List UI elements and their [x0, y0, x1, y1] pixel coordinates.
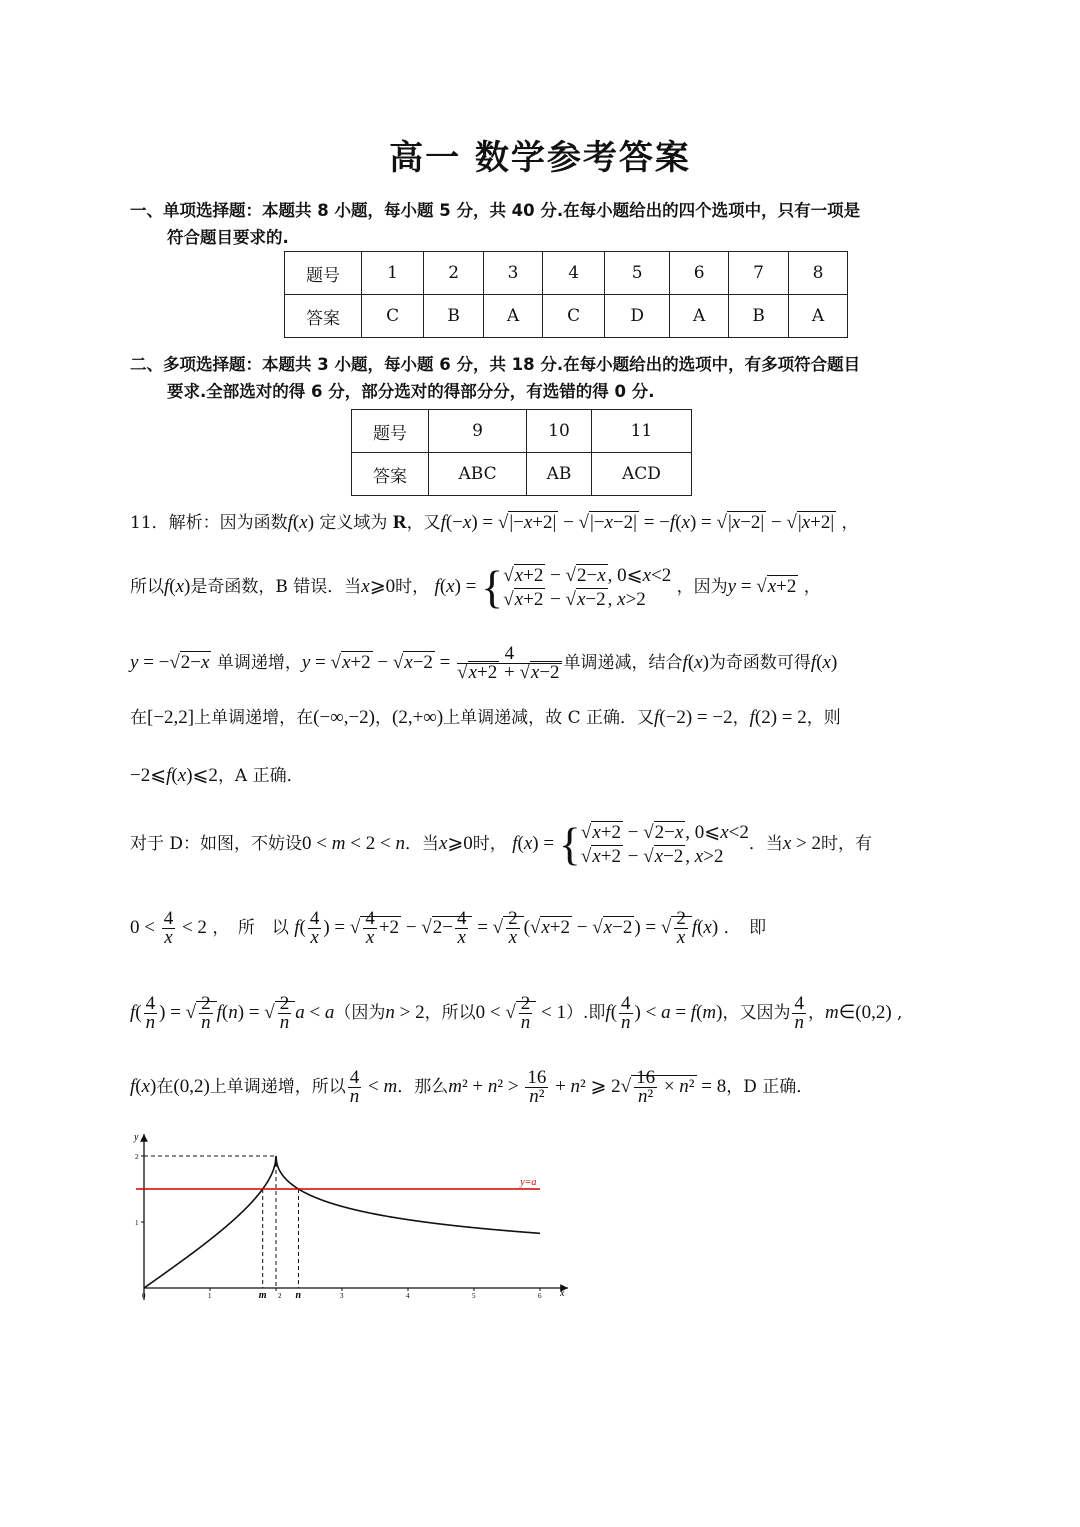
math: 0 < √ $\frac{2}{n}$ < 1 — [475, 993, 566, 1034]
math: x⩾0 — [438, 833, 473, 854]
table1-number: 2 — [424, 252, 484, 295]
solution-line-7 — [130, 908, 766, 948]
math: f(2) = 2 — [749, 707, 807, 728]
text: 单调递减，结合 — [563, 653, 683, 673]
x-tick-label: 6 — [538, 1292, 542, 1300]
text: ， — [375, 708, 393, 728]
solution-line-3 — [130, 643, 837, 683]
answer-table-2 — [351, 409, 692, 496]
text: 定义域为 — [319, 513, 388, 533]
table1-number: 1 — [362, 252, 424, 295]
text: ，则 — [806, 708, 841, 728]
x-tick-label: 0 — [142, 1292, 146, 1300]
text: ，D 正确． — [726, 1077, 814, 1097]
table2-answer: ACD — [591, 453, 691, 496]
text: 上单调递增，在 — [194, 708, 314, 728]
math: (2,+∞) — [392, 707, 444, 728]
math: f( $\frac{4}{n}$ ) < a = f(m) — [605, 993, 723, 1034]
table2-number: 9 — [429, 410, 527, 453]
table1-answer: A — [484, 295, 543, 338]
text: 上单调递减，故 C 正确．又 — [443, 708, 655, 728]
text: ， — [732, 708, 750, 728]
m-label: m — [258, 1290, 267, 1300]
solution-line-1: 11．解析：因为函数f(x) 定义域为 R，又f(−x) = √|−x+2| − √|−x−2| = −f(x) = √|x−2| − √|x+2| ， — [130, 512, 859, 533]
text: ，A 正确． — [217, 766, 304, 786]
text: ，因为 — [676, 577, 728, 597]
math: f(x) — [682, 652, 709, 673]
math: n > 2 — [385, 1002, 425, 1023]
solution-line-5 — [130, 764, 304, 788]
section2-line2: 要求.全部选对的得 6 分，部分选对的得部分分，有选错的得 0 分. — [167, 382, 655, 401]
table2-number: 10 — [527, 410, 592, 453]
text: ． 即 — [723, 918, 767, 938]
table1-number: 3 — [484, 252, 543, 295]
table1-answer: C — [362, 295, 424, 338]
text: 时，有 — [821, 834, 873, 854]
y-tick-label: 1 — [135, 1219, 139, 1227]
section1-heading — [130, 197, 860, 251]
section2-heading — [130, 351, 860, 405]
math: f(x) — [287, 512, 315, 533]
math: x⩾0 — [361, 576, 396, 597]
text: ，又因为 — [722, 1003, 791, 1023]
table1-number: 5 — [605, 252, 670, 295]
math: f(x) = {√x+2 − √2−x , 0⩽x<2 √x+2 − √x−2 , x>2 — [512, 818, 749, 870]
table1-answer-label: 答案 — [285, 295, 362, 338]
x-tick-label: 3 — [340, 1292, 344, 1300]
table1-header-label: 题号 — [285, 252, 362, 295]
answer-table-1 — [284, 251, 848, 338]
text: 所以 — [130, 577, 164, 597]
text: 11．解析：因为函数 — [130, 513, 288, 533]
text: ， — [807, 1003, 825, 1023]
text: ，又 — [406, 513, 441, 533]
table1-answer: B — [424, 295, 484, 338]
math: f(x) — [130, 1076, 157, 1097]
math: (0,2) — [173, 1076, 210, 1097]
table1-answer: D — [605, 295, 670, 338]
table1-number: 6 — [670, 252, 729, 295]
math: $\frac{4}{n}$ — [794, 993, 804, 1034]
text: 上单调递增，所以 — [209, 1077, 346, 1097]
page-title: 高一 数学参考答案 — [389, 138, 691, 178]
n-label: n — [295, 1290, 302, 1300]
math: $\frac{4}{n}$ < m — [349, 1067, 398, 1108]
math: f(−2) = −2 — [654, 707, 733, 728]
x-tick-label: 4 — [406, 1292, 410, 1300]
table2-number: 11 — [591, 410, 691, 453]
text: 时， — [395, 577, 430, 597]
x-axis-label: x — [560, 1288, 565, 1299]
table1-number: 7 — [729, 252, 789, 295]
math: 0 < m < 2 < n — [302, 833, 405, 854]
x-tick-label: 5 — [472, 1292, 476, 1300]
table1-answer: C — [543, 295, 605, 338]
math: m∈(0,2) — [824, 1002, 892, 1023]
text: 时， — [472, 834, 507, 854]
solution-line-4 — [130, 706, 841, 730]
text: ）.即 — [566, 1003, 606, 1023]
solution-line-6 — [130, 820, 872, 869]
text: 对于 D：如图，不妨设 — [130, 834, 303, 854]
text: 是奇函数，B 错误．当 — [190, 577, 362, 597]
text: ．当 — [748, 834, 783, 854]
math: f(x) — [810, 652, 838, 673]
y-ticks — [135, 1153, 144, 1227]
math: y = √x+2 — [727, 576, 797, 597]
line-label: y=a — [520, 1177, 537, 1188]
math: y = −√2−x — [130, 652, 210, 673]
math: −2⩽f(x)⩽2 — [130, 765, 218, 786]
text: 单调递增， — [216, 653, 302, 673]
x-tick-label: 1 — [208, 1292, 212, 1300]
x-tick-label: 2 — [278, 1292, 282, 1300]
table1-answer: A — [670, 295, 729, 338]
x-ticks — [142, 1288, 542, 1300]
y-tick-label: 2 — [135, 1153, 139, 1161]
function-graph — [126, 1128, 576, 1300]
text: ，所以 — [424, 1003, 476, 1023]
math: f(−x) = √|−x+2| − √|−x−2| = −f(x) = √|x−2| − √|x+2| — [440, 512, 835, 533]
text: ．当 — [404, 834, 439, 854]
table2-answer: ABC — [429, 453, 527, 496]
text: 在 — [130, 708, 147, 728]
table1-number: 4 — [543, 252, 605, 295]
text: ， 所 以 — [212, 918, 289, 938]
text: 在 — [156, 1077, 174, 1097]
solution-line-9 — [130, 1067, 813, 1107]
math: f(x) — [164, 576, 191, 597]
math: f(x) = {√x+2 − √2−x , 0⩽x<2 √x+2 − √x−2 , x>2 — [434, 561, 672, 613]
section1-line1: 一、单项选择题：本题共 8 小题，每小题 5 分，共 40 分.在每小题给出的四个选项中，只有一项是 — [130, 201, 861, 220]
math: y = √x+2 − √x−2 = $\frac{4}{√x+2 + √x-2}$ — [301, 643, 560, 684]
table2-answer-label: 答案 — [352, 453, 429, 496]
math: (−∞,−2) — [313, 707, 376, 728]
text: 为奇函数可得 — [708, 653, 811, 673]
section2-line1: 二、多项选择题：本题共 3 小题，每小题 6 分，共 18 分.在每小题给出的选项中，有多项符合题目 — [130, 355, 861, 374]
table1-answer: A — [789, 295, 848, 338]
section1-line2: 符合题目要求的. — [167, 228, 289, 247]
table2-header-label: 题号 — [352, 410, 429, 453]
math: m² + n² > $\frac{16}{\text{n²}}$ + n² ⩾ 2√ $\frac{16}{\text{n²}}$ × n² = 8 — [448, 1067, 727, 1108]
y-axis-label: y — [134, 1132, 139, 1143]
math: [−2,2] — [147, 707, 195, 728]
table2-answer: AB — [527, 453, 592, 496]
math: f( $\frac{4}{x}$ ) = √ $\frac{4}{x}$ +2 − √2− $\frac{4}{x}$ = √ $\frac{2}{x}$ (√x+2 − √x−2 ) = √ $\frac{2}{x}$ f(x) — [294, 908, 719, 949]
text: （因为 — [334, 1003, 386, 1023]
solution-line-2: 所以f(x)是奇函数，B 错误．当x⩾0时， f(x) = {√x+2 − √2−x , 0⩽x<2 √x+2 − √x−2 , x>2 ，因为y = √x+2 ， — [130, 561, 821, 613]
math: x > 2 — [782, 833, 822, 854]
math: f( $\frac{4}{n}$ ) = √ $\frac{2}{n}$ f(n) = √ $\frac{2}{n}$ a < a — [130, 993, 335, 1034]
solution-line-8: f( $\frac{4}{n}$ ) = √ $\frac{2}{n}$ f(n) = √ $\frac{2}{n}$ a < a（因为n > 2，所以0 < √ $\frac{2}{n}$ < 1）.即f( $\frac{4}{n}$ ) < a = f(m)，又因为 $\frac{4}{n}$ ，m∈(0,2) , — [130, 993, 903, 1034]
math: 0 < $\frac{4}{x}$ < 2 — [130, 908, 207, 949]
text: ．那么 — [397, 1077, 449, 1097]
table1-number: 8 — [789, 252, 848, 295]
function-curve — [144, 1156, 540, 1288]
table1-answer: B — [729, 295, 789, 338]
math: R — [392, 512, 407, 533]
